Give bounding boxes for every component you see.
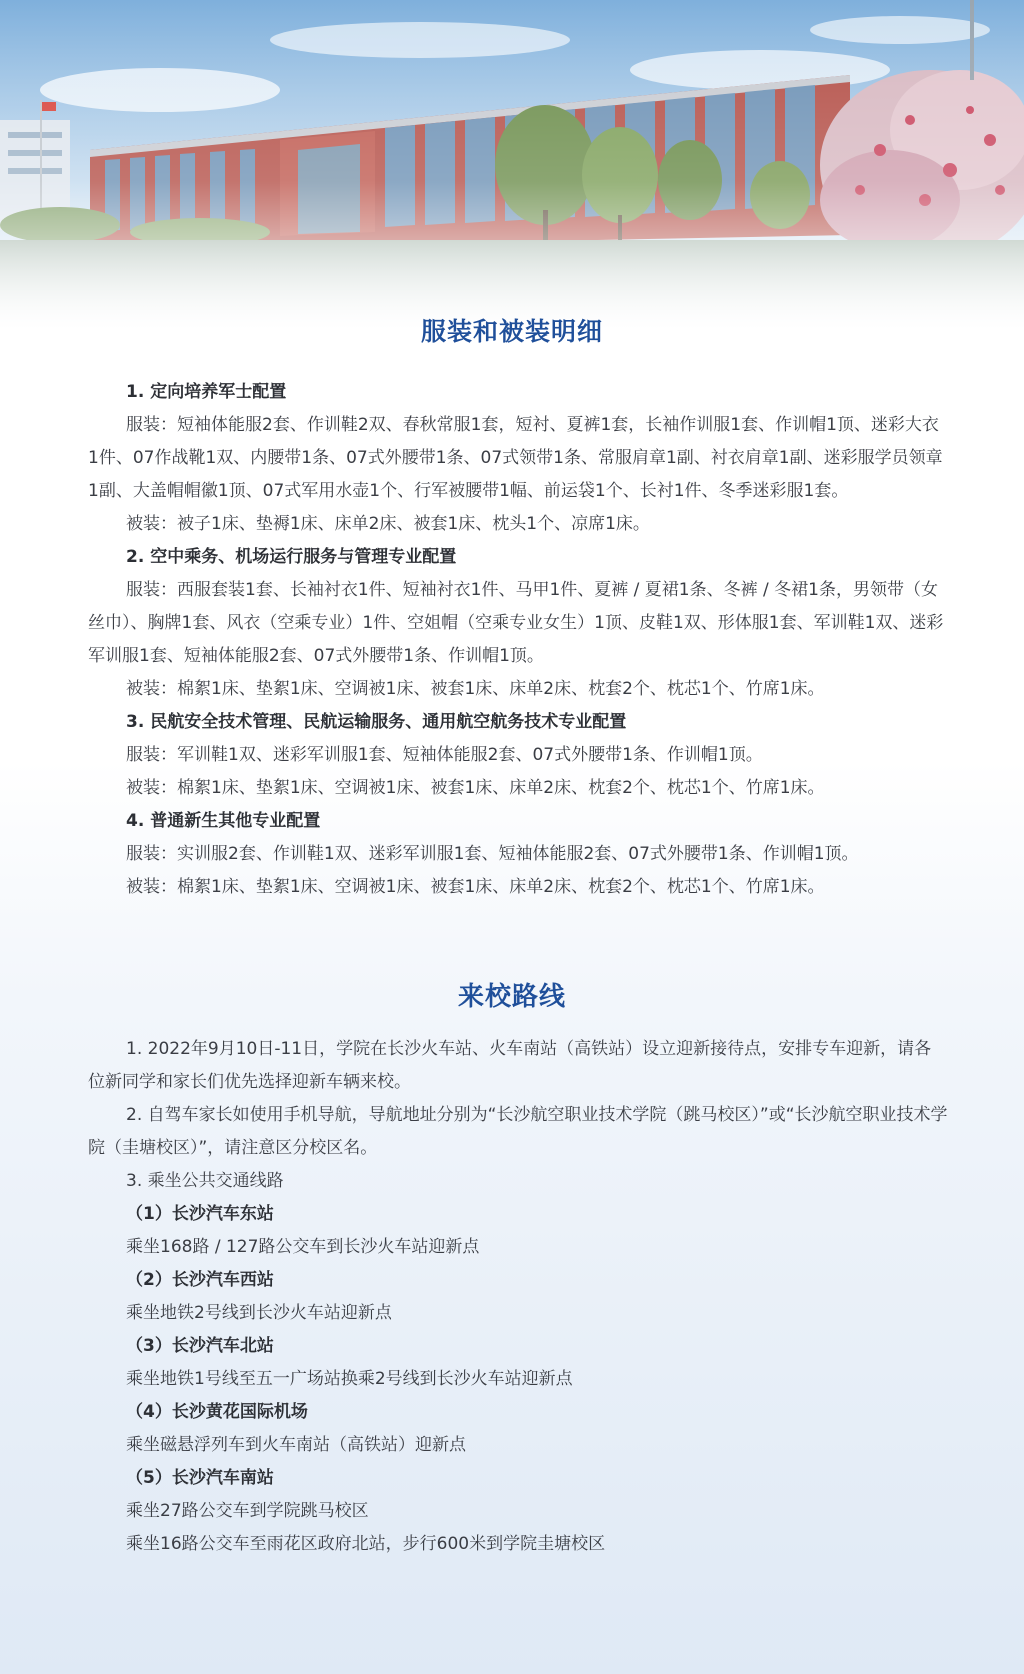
config-heading: 3. 民航安全技术管理、民航运输服务、通用航空航务技术专业配置 (126, 712, 627, 732)
bedding-text: 被装：被子1床、垫褥1床、床单2床、被套1床、枕头1个、凉席1床。 (126, 514, 650, 534)
route-line: 乘坐磁悬浮列车到火车南站（高铁站）迎新点 (126, 1435, 466, 1455)
clothing-text: 服装：实训服2套、作训鞋1双、迷彩军训服1套、短袖体能服2套、07式外腰带1条、作训帽1顶。 (126, 844, 859, 864)
clothing-text: 服装：短袖体能服2套、作训鞋2双、春秋常服1套，短衬、夏裤1套，长袖作训服1套、作训帽1顶、迷彩大衣1件、07作战靴1双、内腰带1条、07式外腰带1条、07式领带1条、常服肩章1副、衬衣肩章1副、迷彩服学员领章1副、大盖帽帽徽1顶、07式军用水壶1个、行军被腰带1幅、前运袋1个、长衬1件、冬季迷彩服1套。 (88, 415, 943, 501)
section-title-route: 来校路线 (457, 982, 566, 1012)
config-heading: 2. 空中乘务、机场运行服务与管理专业配置 (126, 547, 457, 567)
route-line: 乘坐16路公交车至雨花区政府北站，步行600米到学院圭塘校区 (126, 1534, 606, 1554)
section-title-clothing: 服装和被装明细 (420, 317, 603, 346)
config-heading: 4. 普通新生其他专业配置 (126, 811, 321, 831)
route-heading: （4）长沙黄花国际机场 (126, 1402, 308, 1422)
route-heading: （5）长沙汽车南站 (126, 1468, 274, 1488)
route-heading: （1）长沙汽车东站 (126, 1204, 274, 1224)
route-line: 乘坐168路 / 127路公交车到长沙火车站迎新点 (126, 1237, 480, 1257)
route-paragraph: 2. 自驾车家长如使用手机导航，导航地址分别为“长沙航空职业技术学院（跳马校区）”或“长沙航空职业技术学院（圭塘校区）”，请注意区分校区名。 (88, 1105, 948, 1158)
route-line: 乘坐地铁1号线至五一广场站换乘2号线到长沙火车站迎新点 (126, 1369, 573, 1389)
bedding-text: 被装：棉絮1床、垫絮1床、空调被1床、被套1床、床单2床、枕套2个、枕芯1个、竹席1床。 (126, 877, 825, 897)
route-line: 乘坐地铁2号线到长沙火车站迎新点 (126, 1303, 392, 1323)
route-line: 乘坐27路公交车到学院跳马校区 (126, 1501, 369, 1521)
route-paragraph: 1. 2022年9月10日-11日，学院在长沙火车站、火车南站（高铁站）设立迎新接待点，安排专车迎新，请各位新同学和家长们优先选择迎新车辆来校。 (88, 1039, 932, 1092)
bedding-text: 被装：棉絮1床、垫絮1床、空调被1床、被套1床、床单2床、枕套2个、枕芯1个、竹席1床。 (126, 679, 825, 699)
bedding-text: 被装：棉絮1床、垫絮1床、空调被1床、被套1床、床单2床、枕套2个、枕芯1个、竹席1床。 (126, 778, 825, 798)
clothing-details (88, 376, 948, 904)
route-heading: （2）长沙汽车西站 (126, 1270, 274, 1290)
campus-building-photo (0, 0, 1024, 330)
clothing-text: 服装：西服套装1套、长袖衬衣1件、短袖衬衣1件、马甲1件、夏裤 / 夏裙1条、冬裤 / 冬裙1条，男领带（女丝巾）、胸牌1套、风衣（空乘专业）1件、空姐帽（空乘专业女生）1顶、皮鞋1双、形体服1套、军训鞋1双、迷彩军训服1套、短袖体能服2套、07式外腰带1条、作训帽1顶。 (88, 580, 944, 666)
config-heading: 1. 定向培养军士配置 (126, 382, 287, 402)
route-paragraph: 3. 乘坐公共交通线路 (126, 1171, 284, 1191)
route-heading: （3）长沙汽车北站 (126, 1336, 274, 1356)
route-details (88, 1033, 948, 1561)
clothing-text: 服装：军训鞋1双、迷彩军训服1套、短袖体能服2套、07式外腰带1条、作训帽1顶。 (126, 745, 763, 765)
